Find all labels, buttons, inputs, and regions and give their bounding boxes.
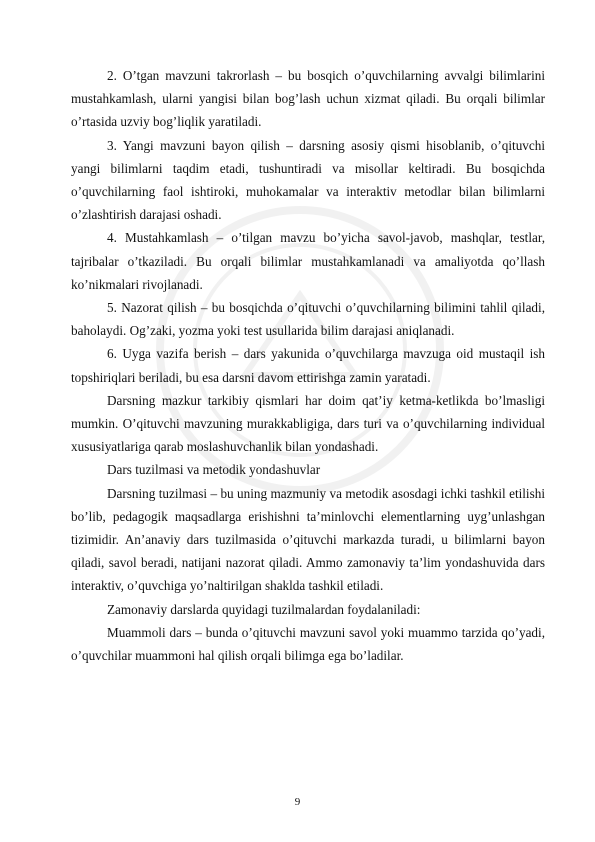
body-text: [71, 64, 545, 667]
paragraph-repeat-previous-topic: 2. O’tgan mavzuni takrorlash – bu bosqich o’quvchilarning avvalgi bilimlarini mustahkamlash, ularni yangisi bilan bog’lash uchun xizmat qiladi. Bu orqali bilimlar o’rtasida uzviy bog’liqlik yaratiladi.: [71, 68, 545, 130]
paragraph-reinforcement: 4. Mustahkamlash – o’tilgan mavzu bo’yicha savol-javob, mashqlar, testlar, tajribalar o’tkaziladi. Bu orqali bilimlar mustahkamlanadi va amaliyotda qo’llash ko’nikmalari rivojlanadi.: [71, 230, 545, 292]
paragraph-homework: 6. Uyga vazifa berish – dars yakunida o’quvchilarga mavzuga oid mustaqil ish topshiriqlari beriladi, bu esa darsni davom ettirishga zamin yaratadi.: [71, 346, 545, 385]
paragraph-lesson-structure: Darsning tuzilmasi – bu uning mazmuniy va metodik asosdagi ichki tashkil etilishi bo’lib, pedagogik maqsadlarga erishishni ta’minlovchi elementlarning uyg’unlashgan tizimidir. An’anaviy dars tuzilmasida o’qituvchi markazda turadi, u bilimlarni bayon qiladi, savol beradi, natijani nazorat qiladi. Ammo zamonaviy ta’lim yondashuvida dars interaktiv, o’quvchiga yo’naltirilgan shaklda tashkil etiladi.: [71, 485, 545, 594]
paragraph-control: 5. Nazorat qilish – bu bosqichda o’qituvchi o’quvchilarning bilimini tahlil qiladi, baholaydi. Og’zaki, yozma yoki test usullarida bilim darajasi aniqlanadi.: [71, 300, 545, 339]
paragraph-problem-lesson: Muammoli dars – bunda o’qituvchi mavzuni savol yoki muammo tarzida qo’yadi, o’quvchilar muammoni hal qilish orqali bilimga ega bo’ladilar.: [71, 624, 545, 664]
paragraph-present-new-topic: 3. Yangi mavzuni bayon qilish – darsning asosiy qismi hisoblanib, o’qituvchi yangi bilimlarni taqdim etadi, tushuntiradi va misollar keltiradi. Bu bosqichda o’quvchilarning faol ishtiroki, muhokamalar va interaktiv metodlar bilan bilimlarni o’zlashtirish darajasi oshadi.: [71, 137, 545, 223]
paragraph-lesson-parts-order: Darsning mazkur tarkibiy qismlari har doim qat’iy ketma-ketlikda bo’lmasligi mumkin. O’qituvchi mavzuning murakkabligiga, dars turi va o’quvchilarning individual xususiyatlariga qarab moslashuvchanlik bilan yondashadi.: [71, 392, 545, 455]
paragraph-modern-structures-intro: Zamonaviy darslarda quyidagi tuzilmalardan foydalaniladi:: [107, 601, 421, 617]
page-number: 9: [294, 796, 301, 808]
section-heading: Dars tuzilmasi va metodik yondashuvlar: [107, 462, 321, 478]
